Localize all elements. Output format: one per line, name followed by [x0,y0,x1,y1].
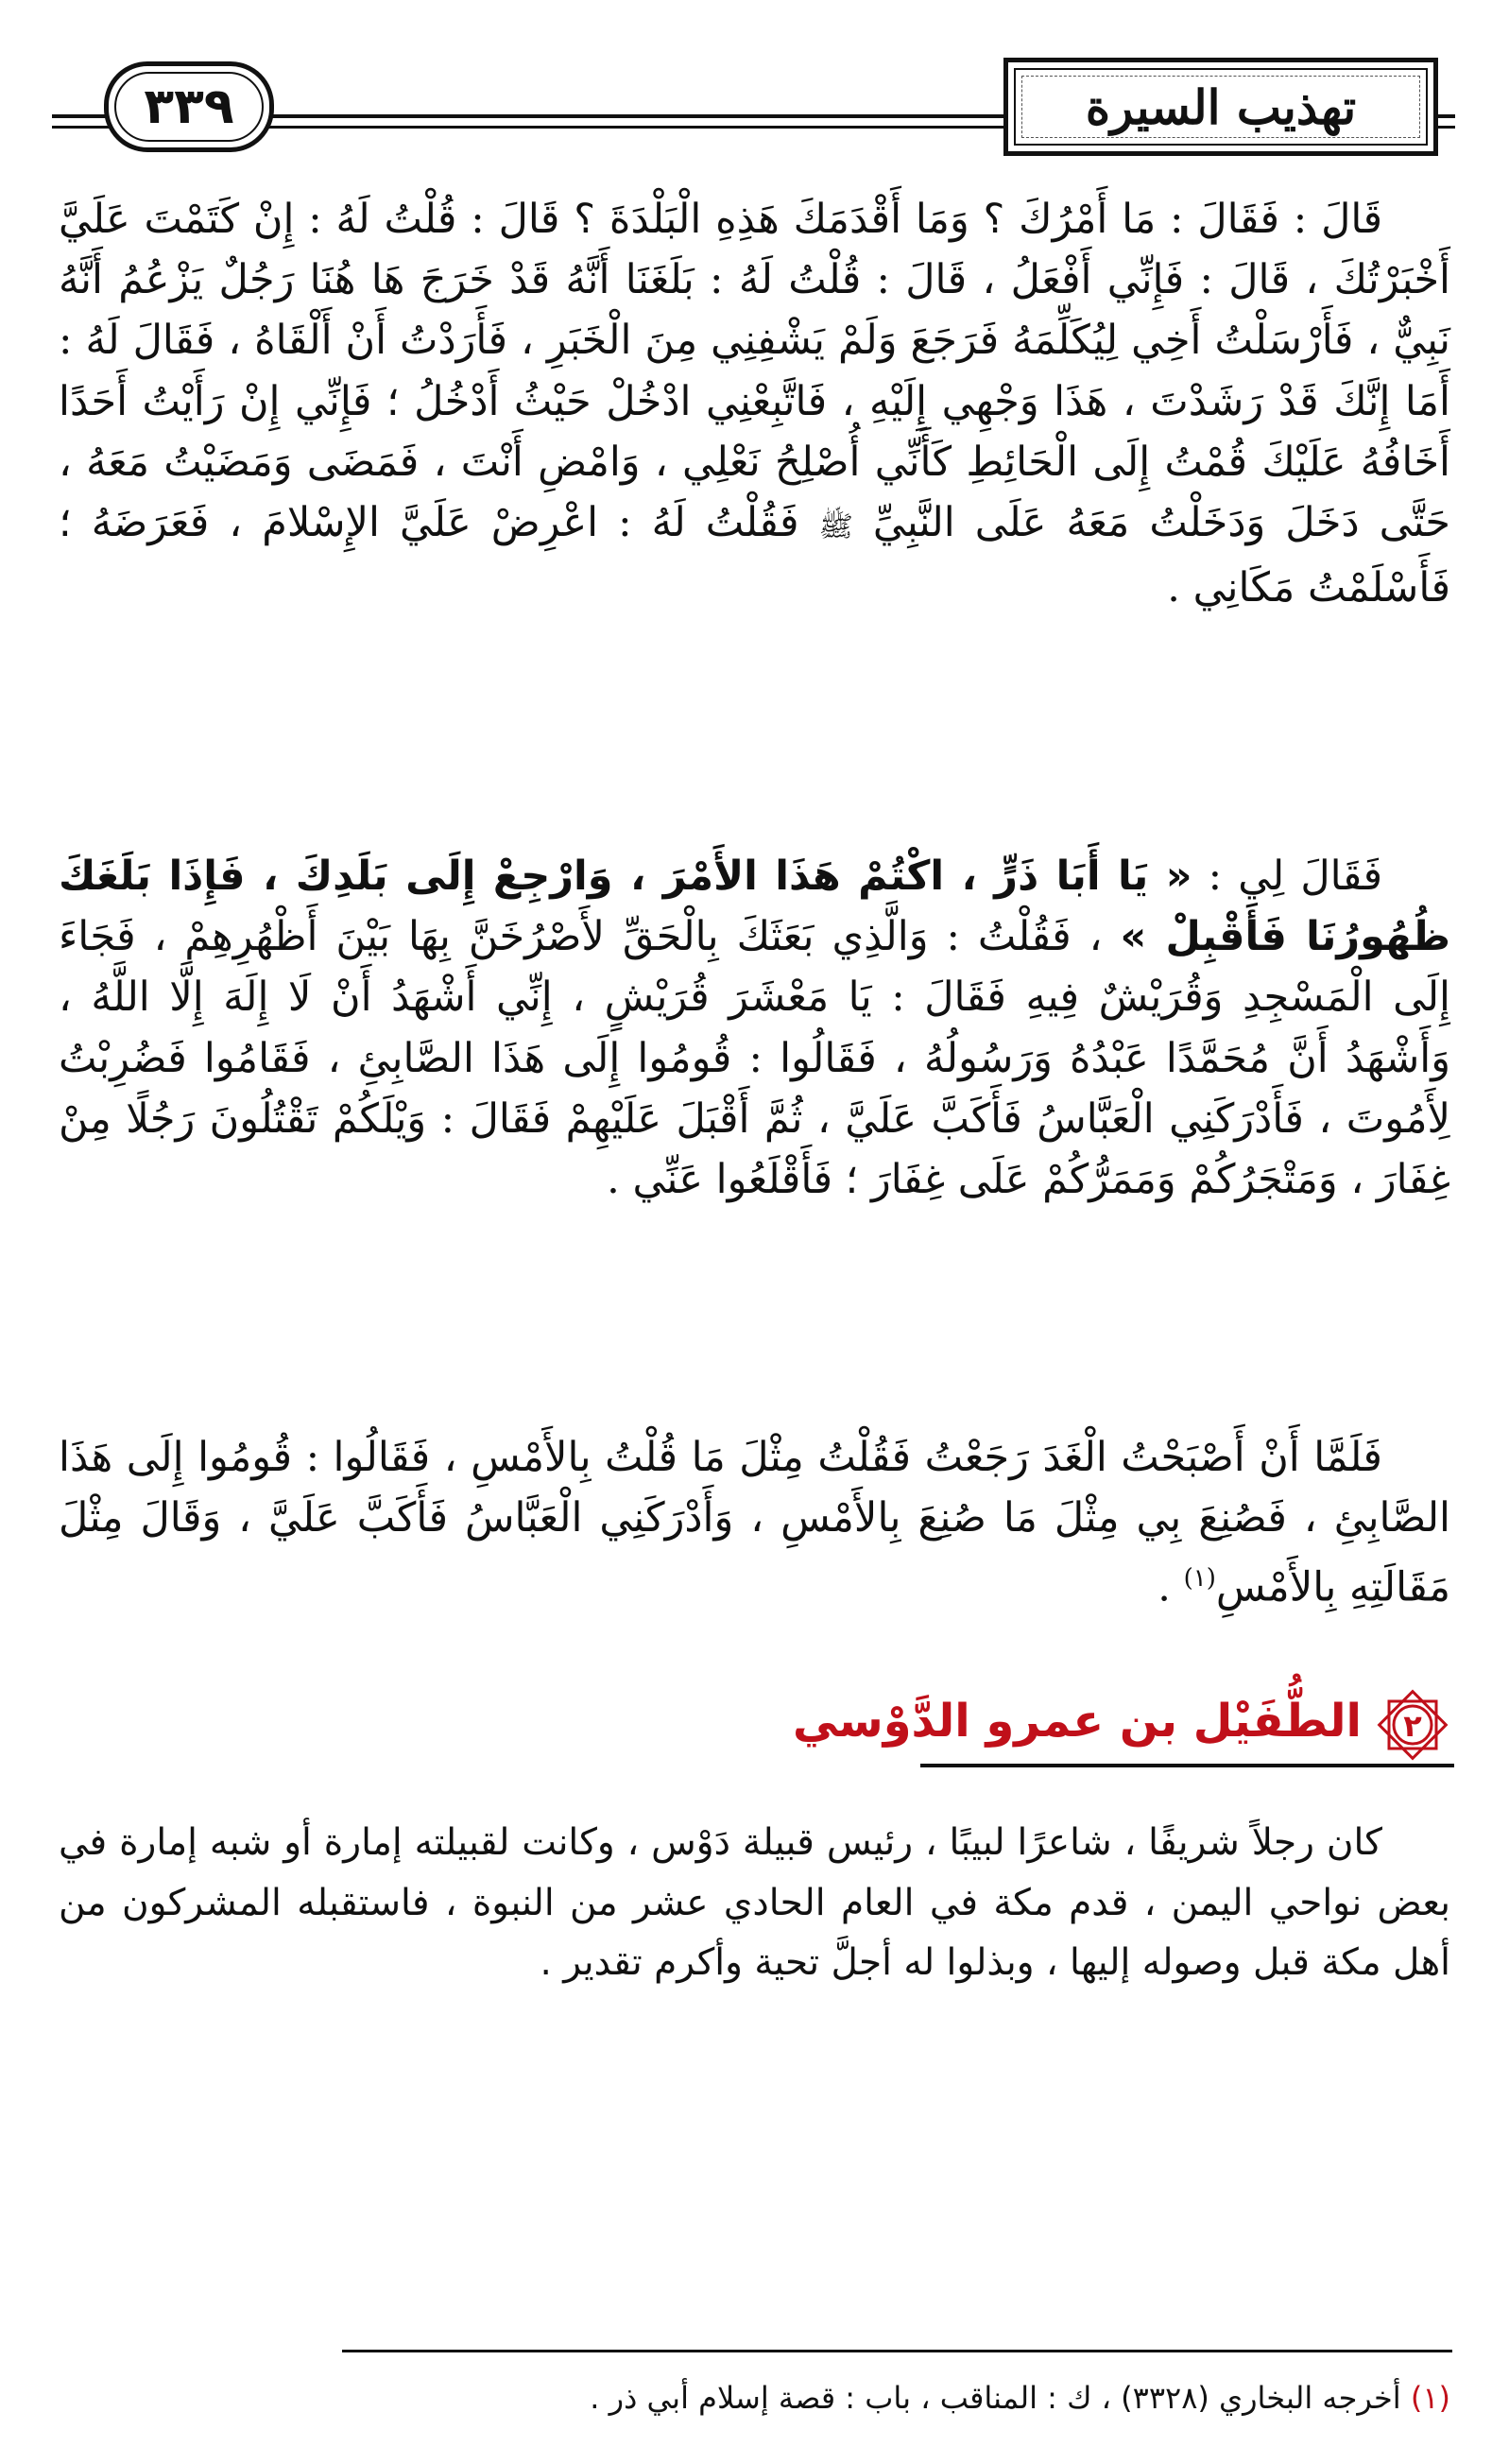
section-number-ornament-icon [1371,1683,1454,1766]
page-header [52,52,1455,165]
paragraph-1 [59,189,1450,618]
paragraph-text: ، فَقُلْتُ : وَالَّذِي بَعَثَكَ بِالْحَقِّ لأَصْرُخَنَّ بِهَا بَيْنَ أَظْهُرِهِمْ ، فَجَاءَ إِلَى الْمَسْجِدِ وَقُرَيْشٌ فِيهِ فَقَالَ : يَا مَعْشَرَ قُرَيْشٍ ، إِنِّي أَشْهَدُ أَنْ لَا إِلَهَ إِلَّا اللَّهُ ، وَأَشْهَدُ أَنَّ مُحَمَّدًا عَبْدُهُ وَرَسُولُهُ ، فَقَالُوا : قُومُوا إِلَى هَذَا الصَّابِئِ ، فَقَامُوا فَضُرِبْتُ لِأَمُوتَ ، فَأَدْرَكَنِي الْعَبَّاسُ فَأَكَبَّ عَلَيَّ ، ثُمَّ أَقْبَلَ عَلَيْهِمْ فَقَالَ : وَيْلَكُمْ تَقْتُلُونَ رَجُلًا مِنْ غِفَارَ ، وَمَتْجَرُكُمْ وَمَمَرُّكُمْ عَلَى غِفَارَ ؛ فَأَقْلَعُوا عَنِّي . [59,913,1450,1204]
prophet-quote: « يَا أَبَا ذَرٍّ ، اكْتُمْ هَذَا الأَمْرَ ، وَارْجِعْ إِلَى بَلَدِكَ ، فَإِذَا بَلَغَكَ ظُهُورُنَا فَأَقْبِلْ » [59,853,1450,961]
footnote [590,2380,1450,2416]
footnote-text: أخرجه البخاري (٣٣٢٨) ، ك : المناقب ، باب : قصة إسلام أبي ذر . [590,2380,1401,2416]
section-title: الطُّفَيْل بن عمرو الدَّوْسي [792,1695,1362,1748]
section-paragraph-text: كان رجلاً شريفًا ، شاعرًا لبيبًا ، رئيس قبيلة دَوْس ، وكانت لقبيلته إمارة أو شبه إمارة في بعض نواحي اليمن ، قدم مكة في العام الحادي عشر من النبوة ، فاستقبله المشركون من أهل مكة قبل وصوله إليها ، وبذلوا له أجلَّ تحية وأكرم تقدير . [59,1821,1450,1984]
salla-glyph: ﷺ [818,510,853,544]
footnote-rule [342,2350,1452,2352]
running-title: تهذيب السيرة [1076,79,1365,135]
footnote-marker: (١) [1410,2380,1450,2416]
section-heading [604,1683,1454,1768]
page-number: ٣٣٩ [144,78,234,135]
section-number: ٢ [1403,1708,1422,1744]
paragraph-end: . [1157,1563,1184,1611]
running-title-frame [1003,58,1438,156]
footnote-ref: (١) [1183,1564,1216,1594]
paragraph-text: قَالَ : فَقَالَ : مَا أَمْرُكَ ؟ وَمَا أَقْدَمَكَ هَذِهِ الْبَلْدَةَ ؟ قَالَ : قُلْتُ لَهُ : إِنْ كَتَمْتَ عَلَيَّ أَخْبَرْتُكَ ، قَالَ : فَإِنِّي أَفْعَلُ ، قَالَ : قُلْتُ لَهُ : بَلَغَنَا أَنَّهُ قَدْ خَرَجَ هَا هُنَا رَجُلٌ يَزْعُمُ أَنَّهُ نَبِيٌّ ، فَأَرْسَلْتُ أَخِي لِيُكَلِّمَهُ فَرَجَعَ وَلَمْ يَشْفِنِي مِنَ الْخَبَرِ ، فَأَرَدْتُ أَنْ أَلْقَاهُ ، فَقَالَ لَهُ : أَمَا إِنَّكَ قَدْ رَشَدْتَ ، هَذَا وَجْهِي إِلَيْهِ ، فَاتَّبِعْنِي ادْخُلْ حَيْثُ أَدْخُلُ ؛ فَإِنِّي إِنْ رَأَيْتُ أَحَدًا أَخَافُهُ عَلَيْكَ قُمْتُ إِلَى الْحَائِطِ كَأَنِّي أُصْلِحُ نَعْلِي ، وَامْضِ أَنْتَ ، فَمَضَى وَمَضَيْتُ مَعَهُ ، حَتَّى دَخَلَ وَدَخَلْتُ مَعَهُ عَلَى النَّبِيِّ [59,196,1451,547]
paragraph-lead: فَقَالَ لِي : [1208,853,1383,900]
paragraph-text-continued: فَقُلْتُ لَهُ : اعْرِضْ عَلَيَّ الإِسْلامَ ، فَعَرَضَهُ ؛ فَأَسْلَمْتُ مَكَانِي . [59,499,1450,612]
page-number-badge [104,61,274,152]
paragraph-text: فَلَمَّا أَنْ أَصْبَحْتُ الْغَدَ رَجَعْتُ فَقُلْتُ مِثْلَ مَا قُلْتُ بِالأَمْسِ ، فَقَالُوا : قُومُوا إِلَى هَذَا الصَّابِئِ ، فَصُنِعَ بِي مِثْلَ مَا صُنِعَ بِالأَمْسِ ، وَأَدْرَكَنِي الْعَبَّاسُ فَأَكَبَّ عَلَيَّ ، وَقَالَ مِثْلَ مَقَالَتِهِ بِالأَمْسِ [59,1434,1450,1611]
section-title-underline [920,1764,1454,1767]
paragraph-2 [59,846,1450,1210]
section-paragraph [59,1813,1450,1993]
paragraph-3 [59,1427,1450,1618]
